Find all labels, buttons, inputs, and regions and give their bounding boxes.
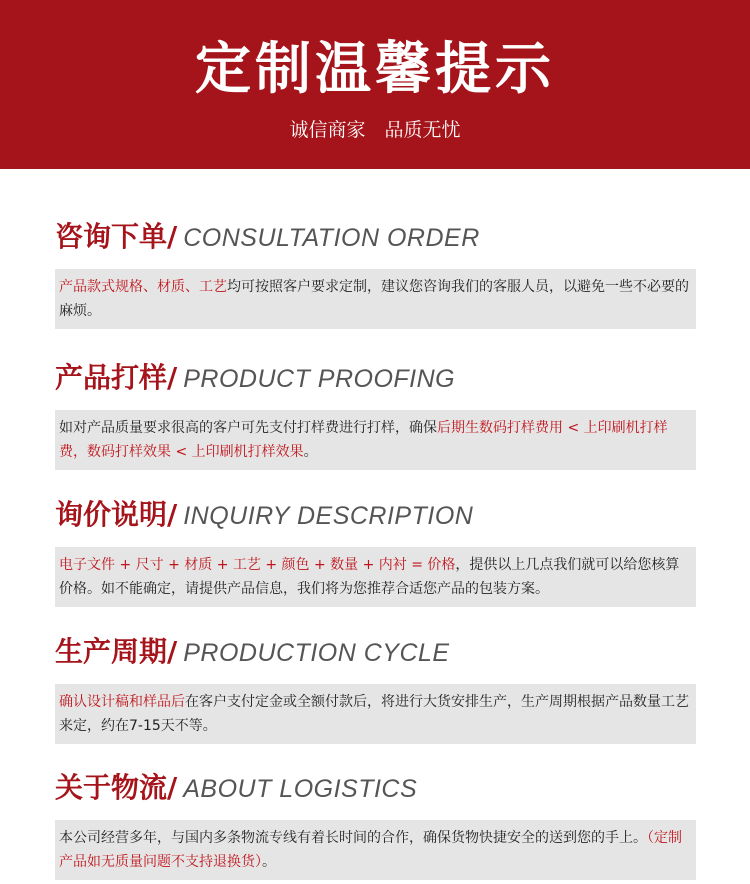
- body-text: 。: [262, 854, 276, 870]
- section-title-en: PRODUCTION CYCLE: [183, 639, 450, 667]
- body-text: 本公司经营多年，与国内多条物流专线有着长时间的合作，确保货物快捷安全的送到您的手上。: [59, 830, 647, 846]
- section-heading: [55, 217, 696, 257]
- section-product-proofing: [55, 358, 696, 470]
- section-description: [55, 547, 696, 607]
- section-title-en: INQUIRY DESCRIPTION: [183, 502, 474, 530]
- body-text: 。: [303, 444, 318, 460]
- section-title-en: PRODUCT PROOFING: [183, 365, 456, 393]
- body-text: 在客户支付定金或全额付款后，将进行大货安排生产，生产周期根据产品数量工艺来定，约在7-15天不等。: [59, 694, 689, 734]
- section-heading: [55, 495, 696, 535]
- section-description: [55, 410, 696, 470]
- section-consultation-order: [55, 217, 696, 329]
- section-title-en: CONSULTATION ORDER: [183, 224, 480, 252]
- section-heading: [55, 358, 696, 398]
- banner-subtitle: 诚信商家 品质无忧: [289, 119, 461, 141]
- section-title-zh: 生产周期/: [55, 635, 178, 668]
- highlight-text: 确认设计稿和样品后: [59, 694, 185, 710]
- section-title-zh: 咨询下单/: [55, 220, 178, 253]
- section-title-en: ABOUT LOGISTICS: [183, 775, 418, 803]
- highlight-text: 产品款式规格、材质、工艺: [59, 279, 227, 295]
- section-description: [55, 269, 696, 329]
- banner-title: 定制温馨提示: [195, 37, 555, 102]
- body-text: 如对产品质量要求很高的客户可先支付打样费进行打样，确保: [59, 420, 437, 436]
- section-about-logistics: [55, 768, 696, 880]
- section-inquiry-description: [55, 495, 696, 607]
- section-description: [55, 684, 696, 744]
- highlight-text: 后期生数码打样费用 < 上印刷机打样费，数码打样效果 < 上印刷机打样效果: [59, 420, 668, 460]
- highlight-text: （定制产品如无质量问题不支持退换货）: [59, 830, 682, 870]
- section-title-zh: 询价说明/: [55, 498, 178, 531]
- header-banner: [0, 0, 750, 169]
- section-production-cycle: [55, 632, 696, 744]
- body-text: ，提供以上几点我们就可以给您核算价格。如不能确定，请提供产品信息，我们将为您推荐合适您产品的包装方案。: [59, 557, 680, 597]
- section-heading: [55, 768, 696, 808]
- section-heading: [55, 632, 696, 672]
- section-title-zh: 关于物流/: [55, 771, 178, 804]
- section-title-zh: 产品打样/: [55, 361, 178, 394]
- section-description: [55, 820, 696, 880]
- highlight-text: 电子文件 + 尺寸 + 材质 + 工艺 + 颜色 + 数量 + 内衬 = 价格: [59, 557, 456, 573]
- body-text: 均可按照客户要求定制，建议您咨询我们的客服人员，以避免一些不必要的麻烦。: [59, 279, 689, 319]
